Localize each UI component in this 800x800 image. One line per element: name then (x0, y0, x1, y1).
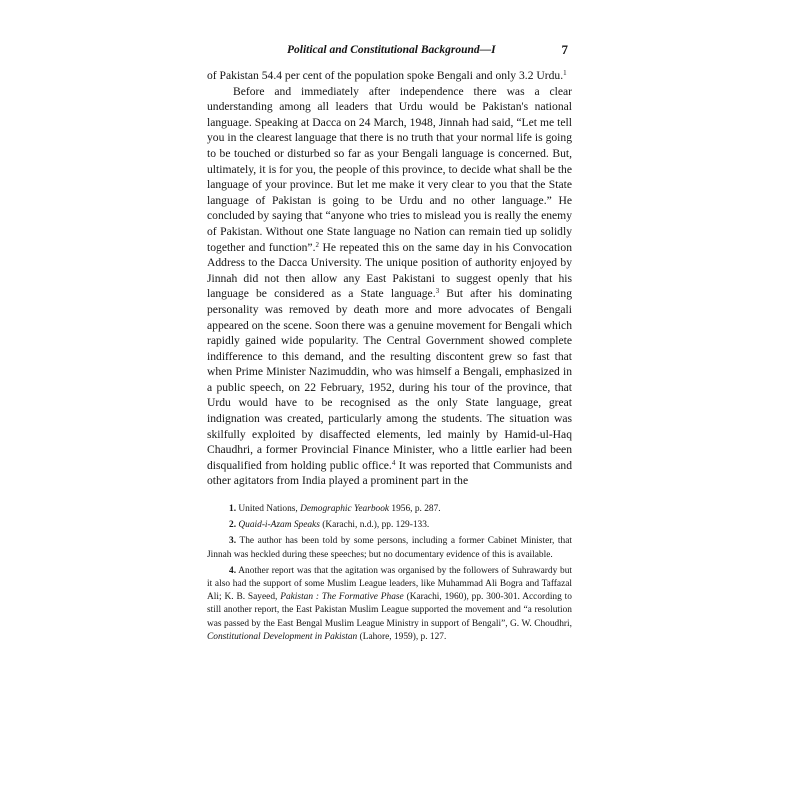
footnote-4-title-1: Pakistan : The Formative Phase (280, 592, 404, 603)
running-head (207, 40, 572, 62)
body-text (207, 68, 572, 489)
footnote-1 (207, 503, 572, 516)
paragraph-2-part-4: It was reported that Communists and other agitators from India played a prominent part in the (207, 458, 572, 488)
paragraph-1-text: of Pakistan 54.4 per cent of the population spoke Bengali and only 3.2 Urdu. (207, 69, 564, 82)
footnote-ref-3: 3 (435, 287, 440, 296)
footnote-1-title: Demographic Yearbook (300, 504, 390, 515)
footnote-4-post: (Lahore, 1959), p. 127. (357, 631, 447, 642)
footnote-4 (207, 565, 572, 644)
footnote-4-pre: Another report was that the agitation was organised by the followers of Suhrawardy but it also had the support of some Muslim League leaders, like Muhammad Ali Bogra and Taffazal Ali; K. B. Sayeed, (207, 565, 572, 603)
footnote-3-number: 3. (229, 536, 237, 547)
footnote-ref-2: 2 (315, 240, 319, 249)
paragraph-2-part-2: He repeated this on the same day in his Convocation Address to the Dacca University. The unique position of authority enjoyed by Jinnah did not then allow any East Pakistani to suggest openly that his language be considered as a State language. (207, 240, 572, 301)
footnote-1-number: 1. (229, 504, 237, 515)
footnote-4-title-2: Constitutional Development in Pakistan (207, 631, 358, 642)
footnote-ref-4: 4 (391, 458, 396, 467)
footnote-2-post: (Karachi, n.d.), pp. 129-133. (319, 520, 430, 531)
footnote-4-number: 4. (229, 565, 237, 576)
footnote-3 (207, 535, 572, 561)
running-head-title: Political and Constitutional Background—I (287, 44, 496, 56)
paragraph-2-part-3: But after his dominating personality was removed by death more and more advocates of Bengali appeared on the scene. Soon there was a genuine movement for Bengali which rapidly gained wide popularity. The Central Government showed complete indifference to this demand, and the resulting discontent grew so fast that when Prime Minister Nazimuddin, who was himself a Bengali, emphasized in a public speech, on 22 February, 1952, during his tour of the province, that Urdu would have to be recognised as the only State language, great indignation was created, particularly among the students. The situation was skilfully exploited by disaffected elements, led mainly by Hamid-ul-Haq Chaudhri, a former Provincial Finance Minister, who a little earlier had been disqualified from holding public office. (207, 287, 572, 472)
footnote-2-number: 2. (229, 520, 237, 531)
footnote-1-pre: United Nations, (236, 504, 301, 515)
footnote-1-post: 1956, p. 287. (389, 504, 441, 515)
footnotes (207, 503, 572, 644)
footnote-4-mid: (Karachi, 1960), pp. 300-301. According to still another report, the East Pakistan Muslim League supported the movement and “a resolution was passed by the East Bengal Muslim League Ministry in support of Bengali”, G. W. Choudhri, (207, 592, 572, 629)
paragraph-1 (207, 68, 572, 84)
footnote-2 (207, 519, 572, 532)
paragraph-2-part-1: Before and immediately after independence there was a clear understanding among all leaders that Urdu would be Pakistan's national language. Speaking at Dacca on 24 March, 1948, Jinnah had said, “Let me tell you in the clearest language that there is no truth that your normal life is going to be touched or disturbed so far as your Bengali language is concerned. But, ultimately, it is for you, the people of this province, to decide what shall be the language of your province. But let me make it very clear to you that the State language of Pakistan is going to be Urdu and no other language.” He concluded by saying that “anyone who tries to mislead you is really the enemy of Pakistan. Without one State language no Nation can remain tied up solidly together and function”. (207, 84, 572, 254)
footnote-ref-1: 1 (563, 69, 567, 77)
footnote-2-title: Quaid-i-Azam Speaks (238, 520, 320, 531)
footnote-3-text: The author has been told by some persons, including a former Cabinet Minister, that Jinnah was heckled during these speeches; but no documentary evidence of this is available. (207, 536, 572, 560)
book-page (207, 40, 572, 647)
paragraph-2 (207, 84, 572, 489)
page-number: 7 (561, 42, 568, 57)
